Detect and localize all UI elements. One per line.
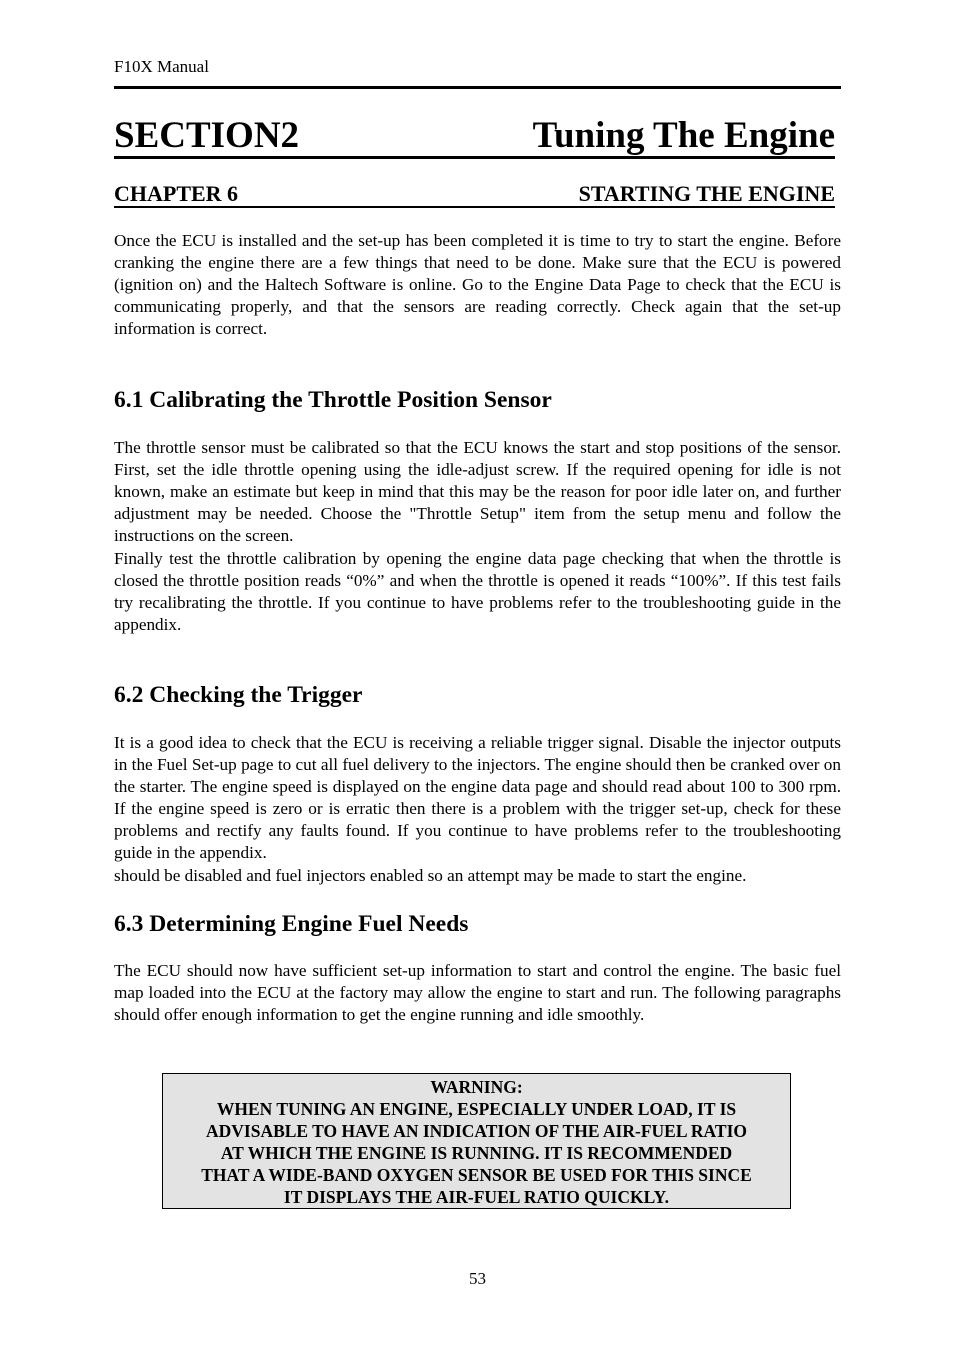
paragraph-6-1-a: The throttle sensor must be calibrated so that the ECU knows the start and stop positions of the sensor. First, set the idle throttle opening using the idle-adjust screw. If the required opening for idle is not known, make an estimate but keep in mind that this may be the reason for poor idle later on, and further adjustment may be needed. Choose the "Throttle Setup" item from the setup menu and follow the instructions on the screen. xyxy=(114,438,841,546)
page-number: 53 xyxy=(469,1269,486,1288)
heading-6-1: 6.1 Calibrating the Throttle Position Sensor xyxy=(114,387,552,413)
section-title xyxy=(114,116,835,159)
paragraph-6-3: The ECU should now have sufficient set-up information to start and control the engine. The basic fuel map loaded into the ECU at the factory may allow the engine to start and run. The following paragraphs should offer enough information to get the engine running and idle smoothly. xyxy=(114,961,841,1025)
chapter-number: CHAPTER 6 xyxy=(114,181,239,206)
intro-paragraph: Once the ECU is installed and the set-up has been completed it is time to try to start the engine. Before cranking the engine there are a few things that need to be done. Make sure that the ECU is powered (ignition on) and the Haltech Software is online. Go to the Engine Data Page to check that the ECU is communicating properly, and that the sensors are reading correctly. Check again that the set-up information is correct. xyxy=(114,231,841,339)
warning-line: WHEN TUNING AN ENGINE, ESPECIALLY UNDER LOAD, IT IS xyxy=(216,1099,737,1119)
heading-6-3: 6.3 Determining Engine Fuel Needs xyxy=(114,911,469,937)
heading-6-2: 6.2 Checking the Trigger xyxy=(114,682,363,708)
warning-line: IT DISPLAYS THE AIR-FUEL RATIO QUICKLY. xyxy=(283,1187,670,1207)
section-name: Tuning The Engine xyxy=(532,115,835,156)
section-number: SECTION2 xyxy=(114,115,300,156)
header-rule xyxy=(114,86,841,89)
warning-line: ADVISABLE TO HAVE AN INDICATION OF THE AIR-FUEL RATIO xyxy=(205,1121,747,1141)
warning-line: AT WHICH THE ENGINE IS RUNNING. IT IS RECOMMENDED xyxy=(220,1143,733,1163)
chapter-name: STARTING THE ENGINE xyxy=(578,181,835,206)
warning-line: THAT A WIDE-BAND OXYGEN SENSOR BE USED FOR THIS SINCE xyxy=(201,1165,752,1185)
chapter-title xyxy=(114,181,835,208)
running-header: F10X Manual xyxy=(114,57,209,76)
warning-box xyxy=(162,1073,791,1209)
paragraph-6-2-a: It is a good idea to check that the ECU is receiving a reliable trigger signal. Disable the injector outputs in the Fuel Set-up page to cut all fuel delivery to the injectors. The engine should then be cranked over on the starter. The engine speed is displayed on the engine data page and should read about 100 to 300 rpm. If the engine speed is zero or is erratic then there is a problem with the trigger set-up, check for these problems and rectify any faults found. If you continue to have problems refer to the troubleshooting guide in the appendix. xyxy=(114,733,841,863)
paragraph-6-2-b: should be disabled and fuel injectors enabled so an attempt may be made to start the engine. xyxy=(114,866,747,885)
paragraph-6-1-b: Finally test the throttle calibration by opening the engine data page checking that when the throttle is closed the throttle position reads “0%” and when the throttle is opened it reads “100%”. If this test fails try recalibrating the throttle. If you continue to have problems refer to the troubleshooting guide in the appendix. xyxy=(114,549,841,635)
warning-line: WARNING: xyxy=(430,1077,523,1097)
